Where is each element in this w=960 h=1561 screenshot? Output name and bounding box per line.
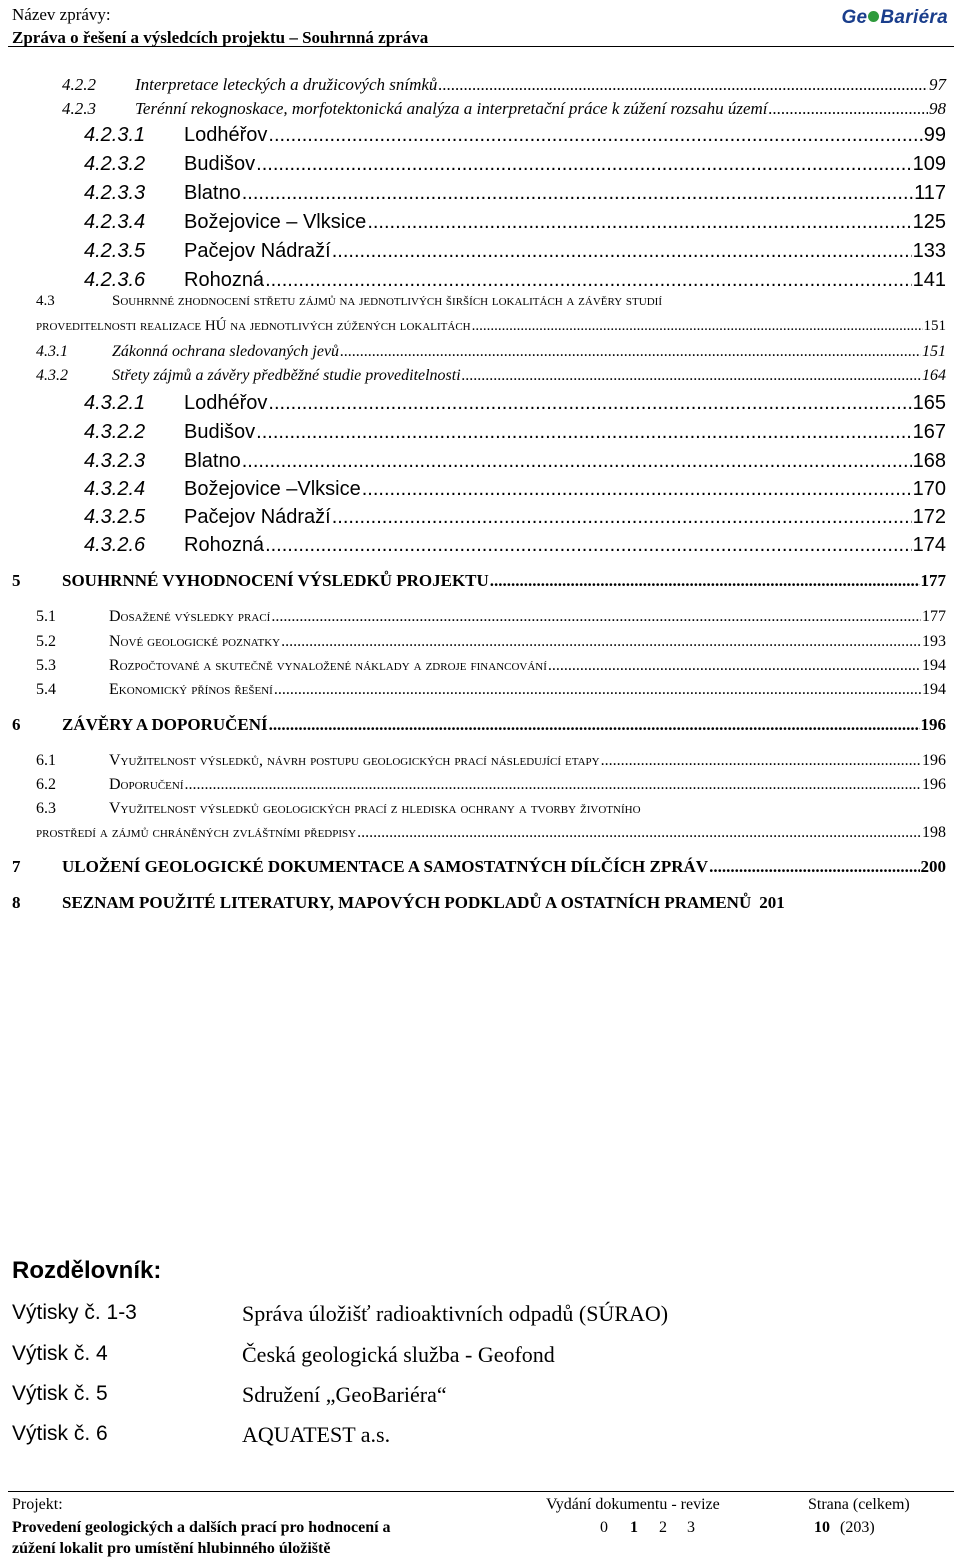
toc-entry[interactable]: 5.1 Dosažené výsledky prací ..... 177 [36, 608, 946, 626]
toc-entry[interactable]: 4.3.2.6 Rohozná ..... 174 [84, 534, 946, 557]
revision-label: Vydání dokumentu - revize [546, 1496, 720, 1513]
toc-entry[interactable]: 6.3 Využitelnost výsledků geologických prací z hlediska ochrany a tvorby životního [36, 800, 641, 817]
revision-0: 0 [600, 1519, 608, 1536]
toc-entry[interactable]: 4.3.2.4 Božejovice –Vlksice ..... 170 [84, 478, 946, 501]
revision-3: 3 [687, 1519, 695, 1536]
toc-entry[interactable]: 4.3.2.1 Lodhéřov ..... 165 [84, 392, 946, 415]
toc-entry[interactable]: 6.1 Využitelnost výsledků, návrh postupu geologických prací následující etapy ..... 196 [36, 752, 946, 770]
toc-entry[interactable]: 4.2.3.3 Blatno ..... 117 [84, 182, 946, 205]
report-title: Zpráva o řešení a výsledcích projektu – Souhrnná zpráva [12, 28, 429, 47]
page-current: 10 [814, 1519, 830, 1536]
toc-entry[interactable]: 4.2.3.1 Lodhéřov ..... 99 [84, 124, 946, 147]
toc-entry[interactable]: 4.2.2 Interpretace leteckých a družicových snímků ..... 97 [62, 75, 946, 95]
geobariera-logo: Ge Bariéra [841, 7, 948, 28]
toc-entry[interactable]: 5.2 Nové geologické poznatky ..... 193 [36, 633, 946, 651]
toc-entry[interactable]: 5.3 Rozpočtované a skutečně vynaložené náklady a zdroje financování ..... 194 [36, 657, 946, 675]
toc-entry[interactable]: 4.3.2 Střety zájmů a závěry předběžné studie proveditelnosti ..... 164 [36, 367, 946, 385]
toc-entry-chapter[interactable]: 5 SOUHRNNÉ VYHODNOCENÍ VÝSLEDKŮ PROJEKTU ..... 177 [12, 571, 946, 591]
toc-entry[interactable]: 4.2.3.4 Božejovice – Vlksice ..... 125 [84, 211, 946, 234]
toc-entry-chapter[interactable]: 7 ULOŽENÍ GEOLOGICKÉ DOKUMENTACE A SAMOSTATNÝCH DÍLČÍCH ZPRÁV ..... 200 [12, 857, 946, 877]
toc-entry-chapter[interactable]: 6 ZÁVĚRY A DOPORUČENÍ ..... 196 [12, 715, 946, 735]
recipient: Sdružení „GeoBariéra“ [242, 1382, 447, 1407]
toc-entry-continuation[interactable]: prostředí a zájmů chráněných zvláštními předpisy ..... 198 [36, 824, 946, 842]
toc-entry-chapter[interactable]: 8 SEZNAM POUŽITÉ LITERATURY, MAPOVÝCH PODKLADŮ A OSTATNÍCH PRAMENŮ 201 [12, 893, 785, 912]
toc-entry[interactable]: 4.2.3 Terénní rekognoskace, morfotektonická analýza a interpretační práce k zúžení rozsahu území ..... 98 [62, 99, 946, 119]
toc-entry[interactable]: 4.3.2.2 Budišov ..... 167 [84, 421, 946, 444]
revision-2: 2 [659, 1519, 667, 1536]
distribution-title: Rozdělovník: [12, 1257, 162, 1284]
toc-entry[interactable]: 5.4 Ekonomický přínos řešení ..... 194 [36, 681, 946, 699]
toc-entry[interactable]: 4.2.3.5 Pačejov Nádraží ..... 133 [84, 240, 946, 263]
project-label: Projekt: [12, 1496, 63, 1513]
recipient: Česká geologická služba - Geofond [242, 1342, 555, 1367]
toc-entry[interactable]: 4.3.2.5 Pačejov Nádraží ..... 172 [84, 506, 946, 529]
revision-1-current: 1 [630, 1519, 638, 1536]
toc-entry[interactable]: 4.3 Souhrnné zhodnocení střetu zájmů na jednotlivých širších lokalitách a závěry studií [36, 293, 662, 309]
copy-number: Výtisky č. 1-3 [12, 1301, 137, 1324]
toc-entry-continuation[interactable]: proveditelnosti realizace HÚ na jednotlivých zúžených lokalitách ..... 151 [36, 318, 946, 335]
report-name-label: Název zprávy: [12, 5, 111, 24]
toc-entry[interactable]: 4.3.2.3 Blatno ..... 168 [84, 450, 946, 473]
project-title-line1: Provedení geologických a dalších prací pro hodnocení a [12, 1519, 391, 1536]
toc-entry[interactable]: 4.3.1 Zákonná ochrana sledovaných jevů ..... 151 [36, 343, 946, 361]
recipient: Správa úložišť radioaktivních odpadů (SÚRAO) [242, 1301, 669, 1326]
project-title-line2: zúžení lokalit pro umístění hlubinného úložiště [12, 1540, 331, 1557]
toc-entry[interactable]: 4.2.3.2 Budišov ..... 109 [84, 153, 946, 176]
logo-dot-icon [868, 11, 879, 22]
page-label: Strana (celkem) [808, 1496, 910, 1513]
page-footer [8, 1491, 954, 1557]
recipient: AQUATEST a.s. [242, 1422, 391, 1447]
toc-entry[interactable]: 4.2.3.6 Rohozná ..... 141 [84, 269, 946, 292]
toc-entry[interactable]: 6.2 Doporučení ..... 196 [36, 776, 946, 794]
copy-number: Výtisk č. 6 [12, 1422, 108, 1445]
copy-number: Výtisk č. 5 [12, 1382, 108, 1405]
copy-number: Výtisk č. 4 [12, 1342, 108, 1365]
page-header [8, 3, 954, 47]
page-total: (203) [840, 1519, 875, 1536]
